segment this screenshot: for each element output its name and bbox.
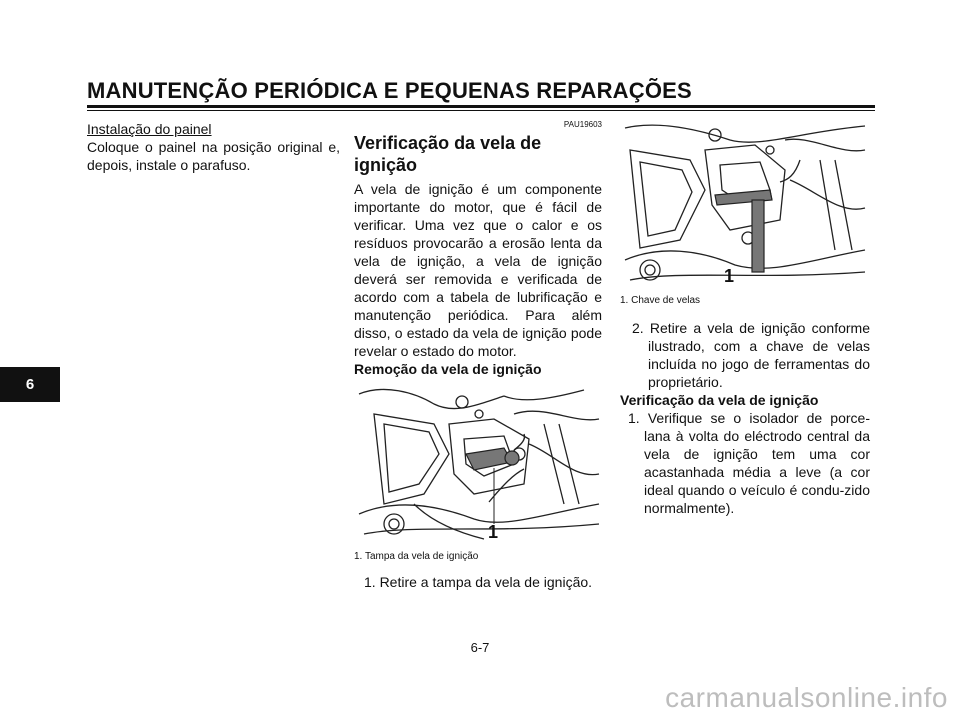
engine-photo-plug-wrench <box>620 120 870 288</box>
figure1-callout-label: 1 <box>488 522 499 542</box>
panel-install-subheading: Instalação do painel <box>87 121 212 137</box>
engine-photo-spark-plug-cap <box>354 384 602 544</box>
figure2-caption: 1. Chave de velas <box>620 295 701 306</box>
page-number: 6-7 <box>470 640 490 655</box>
column-2 <box>354 120 602 591</box>
panel-install-text: Coloque o painel na posição original e, depois, instale o parafuso. <box>87 139 340 173</box>
check-step-insulator: 1. Verifique se o isolador de porce-lana à volta do eléctrodo central da vela de ignição tem uma cor acastanhada média a leve (a cor ideal quando o veículo é condu-zido normalmente). <box>628 410 870 516</box>
figure-spark-plug-cap <box>354 384 602 544</box>
header-rule-thin <box>87 110 875 111</box>
figure2-callout-label: 1 <box>724 266 735 286</box>
check-heading: Verificação da vela de ignição <box>620 392 819 408</box>
section-title: Verificação da vela de ignição <box>354 133 542 175</box>
reference-code: PAU19603 <box>563 120 602 129</box>
page-header-title: MANUTENÇÃO PERIÓDICA E PEQUENAS REPARAÇÕES <box>87 78 692 103</box>
column-3 <box>620 120 870 517</box>
column-1 <box>87 120 340 174</box>
figure1-caption: 1. Tampa da vela de ignição <box>354 551 479 562</box>
figure-plug-wrench <box>620 120 870 288</box>
header-rule <box>87 105 875 108</box>
site-watermark: carmanualsonline.info <box>665 682 948 713</box>
step-remove-cap: 1. Retire a tampa da vela de ignição. <box>364 574 593 590</box>
intro-paragraph: A vela de ignição é um componente importante do motor, que é fácil de verificar. Uma vez que o calor e os resíduos provocarão a erosão lenta da vela de ignição, a vela de ignição deverá ser removida e verificada de acordo com a tabela de lubrificação e manutenção periódica. Para além disso, o estado da vela de ignição pode revelar o estado do motor. <box>354 181 602 359</box>
removal-heading: Remoção da vela de ignição <box>354 361 542 377</box>
step-remove-plug: 2. Retire a vela de ignição conforme ilustrado, com a chave de velas incluída no jogo de ferramentas do proprietário. <box>632 320 870 390</box>
chapter-tab: 6 <box>0 367 60 402</box>
